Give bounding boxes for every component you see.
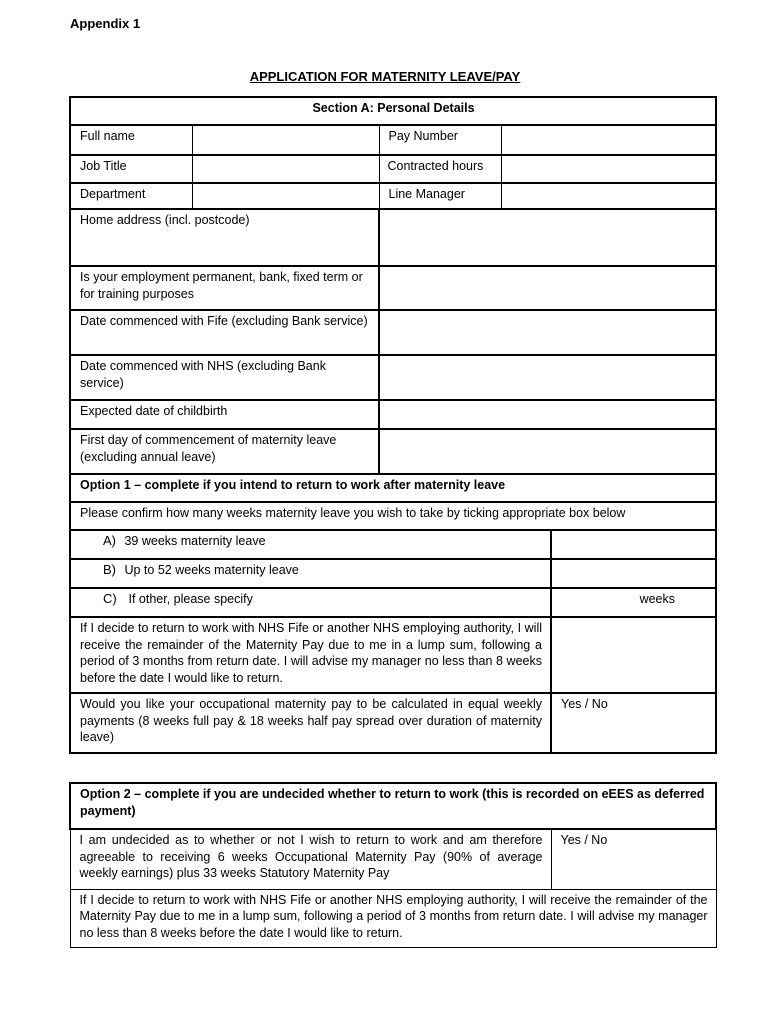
- choice-c-weeks-field[interactable]: weeks: [551, 588, 716, 617]
- contracted-hours-field[interactable]: [501, 155, 716, 183]
- option2-yes-no[interactable]: Yes / No: [551, 829, 716, 889]
- page-title: APPLICATION FOR MATERNITY LEAVE/PAY: [249, 69, 521, 84]
- equal-payments-question: Would you like your occupational maternity pay to be calculated in equal weekly payments (8 weeks full pay & 18 weeks half pay spread over duration of maternity leave): [70, 693, 551, 753]
- choice-b: [70, 559, 551, 588]
- choice-a-letter: A): [103, 533, 116, 548]
- choice-a-label: 39 weeks maternity leave: [124, 534, 266, 548]
- choice-b-letter: B): [103, 562, 116, 577]
- first-day-leave-label: First day of commencement of maternity leave (excluding annual leave): [70, 429, 379, 474]
- home-address-label: Home address (incl. postcode): [70, 209, 379, 266]
- line-manager-field[interactable]: [501, 183, 716, 209]
- option1-instruction: Please confirm how many weeks maternity leave you wish to take by ticking appropriate box below: [70, 502, 716, 530]
- choice-a-tickbox[interactable]: [551, 530, 716, 559]
- job-title-label: Job Title: [70, 155, 192, 183]
- expected-childbirth-field[interactable]: [379, 400, 716, 429]
- employment-type-label: Is your employment permanent, bank, fixed term or for training purposes: [70, 266, 379, 310]
- employment-type-field[interactable]: [379, 266, 716, 310]
- line-manager-label: Line Manager: [379, 183, 501, 209]
- date-fife-label: Date commenced with Fife (excluding Bank service): [70, 310, 379, 355]
- department-label: Department: [70, 183, 192, 209]
- option1-return-statement: If I decide to return to work with NHS Fife or another NHS employing authority, I will receive the remainder of the Maternity Pay due to me in a lump sum, following a period of 3 months from return date. I will advise my manager no less than 8 weeks before the date I would like to return.: [70, 617, 551, 693]
- option2-heading: Option 2 – complete if you are undecided whether to return to work (this is recorded on eEES as deferred payment): [70, 783, 716, 829]
- section-a-table: [69, 96, 717, 754]
- expected-childbirth-label: Expected date of childbirth: [70, 400, 379, 429]
- job-title-field[interactable]: [192, 155, 379, 183]
- choice-a: [70, 530, 551, 559]
- pay-number-label: Pay Number: [379, 125, 501, 155]
- equal-payments-yes-no[interactable]: Yes / No: [551, 693, 716, 753]
- choice-b-label: Up to 52 weeks maternity leave: [124, 563, 299, 577]
- full-name-label: Full name: [70, 125, 192, 155]
- option2-undecided-statement: I am undecided as to whether or not I wish to return to work and am therefore agreeable to receiving 6 weeks Occupational Maternity Pay (90% of average weekly earnings) plus 33 weeks Statutory Maternity Pay: [70, 829, 551, 889]
- appendix-label: Appendix 1: [70, 16, 141, 31]
- section-a-heading: Section A: Personal Details: [70, 97, 716, 125]
- first-day-leave-field[interactable]: [379, 429, 716, 474]
- department-field[interactable]: [192, 183, 379, 209]
- pay-number-field[interactable]: [501, 125, 716, 155]
- option1-heading: Option 1 – complete if you intend to return to work after maternity leave: [70, 474, 716, 502]
- choice-b-tickbox[interactable]: [551, 559, 716, 588]
- date-fife-field[interactable]: [379, 310, 716, 355]
- option2-table: [69, 782, 717, 948]
- choice-c-letter: C): [103, 591, 117, 606]
- option1-return-field[interactable]: [551, 617, 716, 693]
- full-name-field[interactable]: [192, 125, 379, 155]
- date-nhs-field[interactable]: [379, 355, 716, 400]
- option2-return-statement: If I decide to return to work with NHS Fife or another NHS employing authority, I will receive the remainder of the Maternity Pay due to me in a lump sum, following a period of 3 months from return date. I will advise my manager no less than 8 weeks before the date I would like to return.: [70, 889, 716, 947]
- date-nhs-label: Date commenced with NHS (excluding Bank service): [70, 355, 379, 400]
- home-address-field[interactable]: [379, 209, 716, 266]
- choice-c-label: If other, please specify: [128, 592, 253, 606]
- choice-c: [70, 588, 551, 617]
- contracted-hours-label: Contracted hours: [379, 155, 501, 183]
